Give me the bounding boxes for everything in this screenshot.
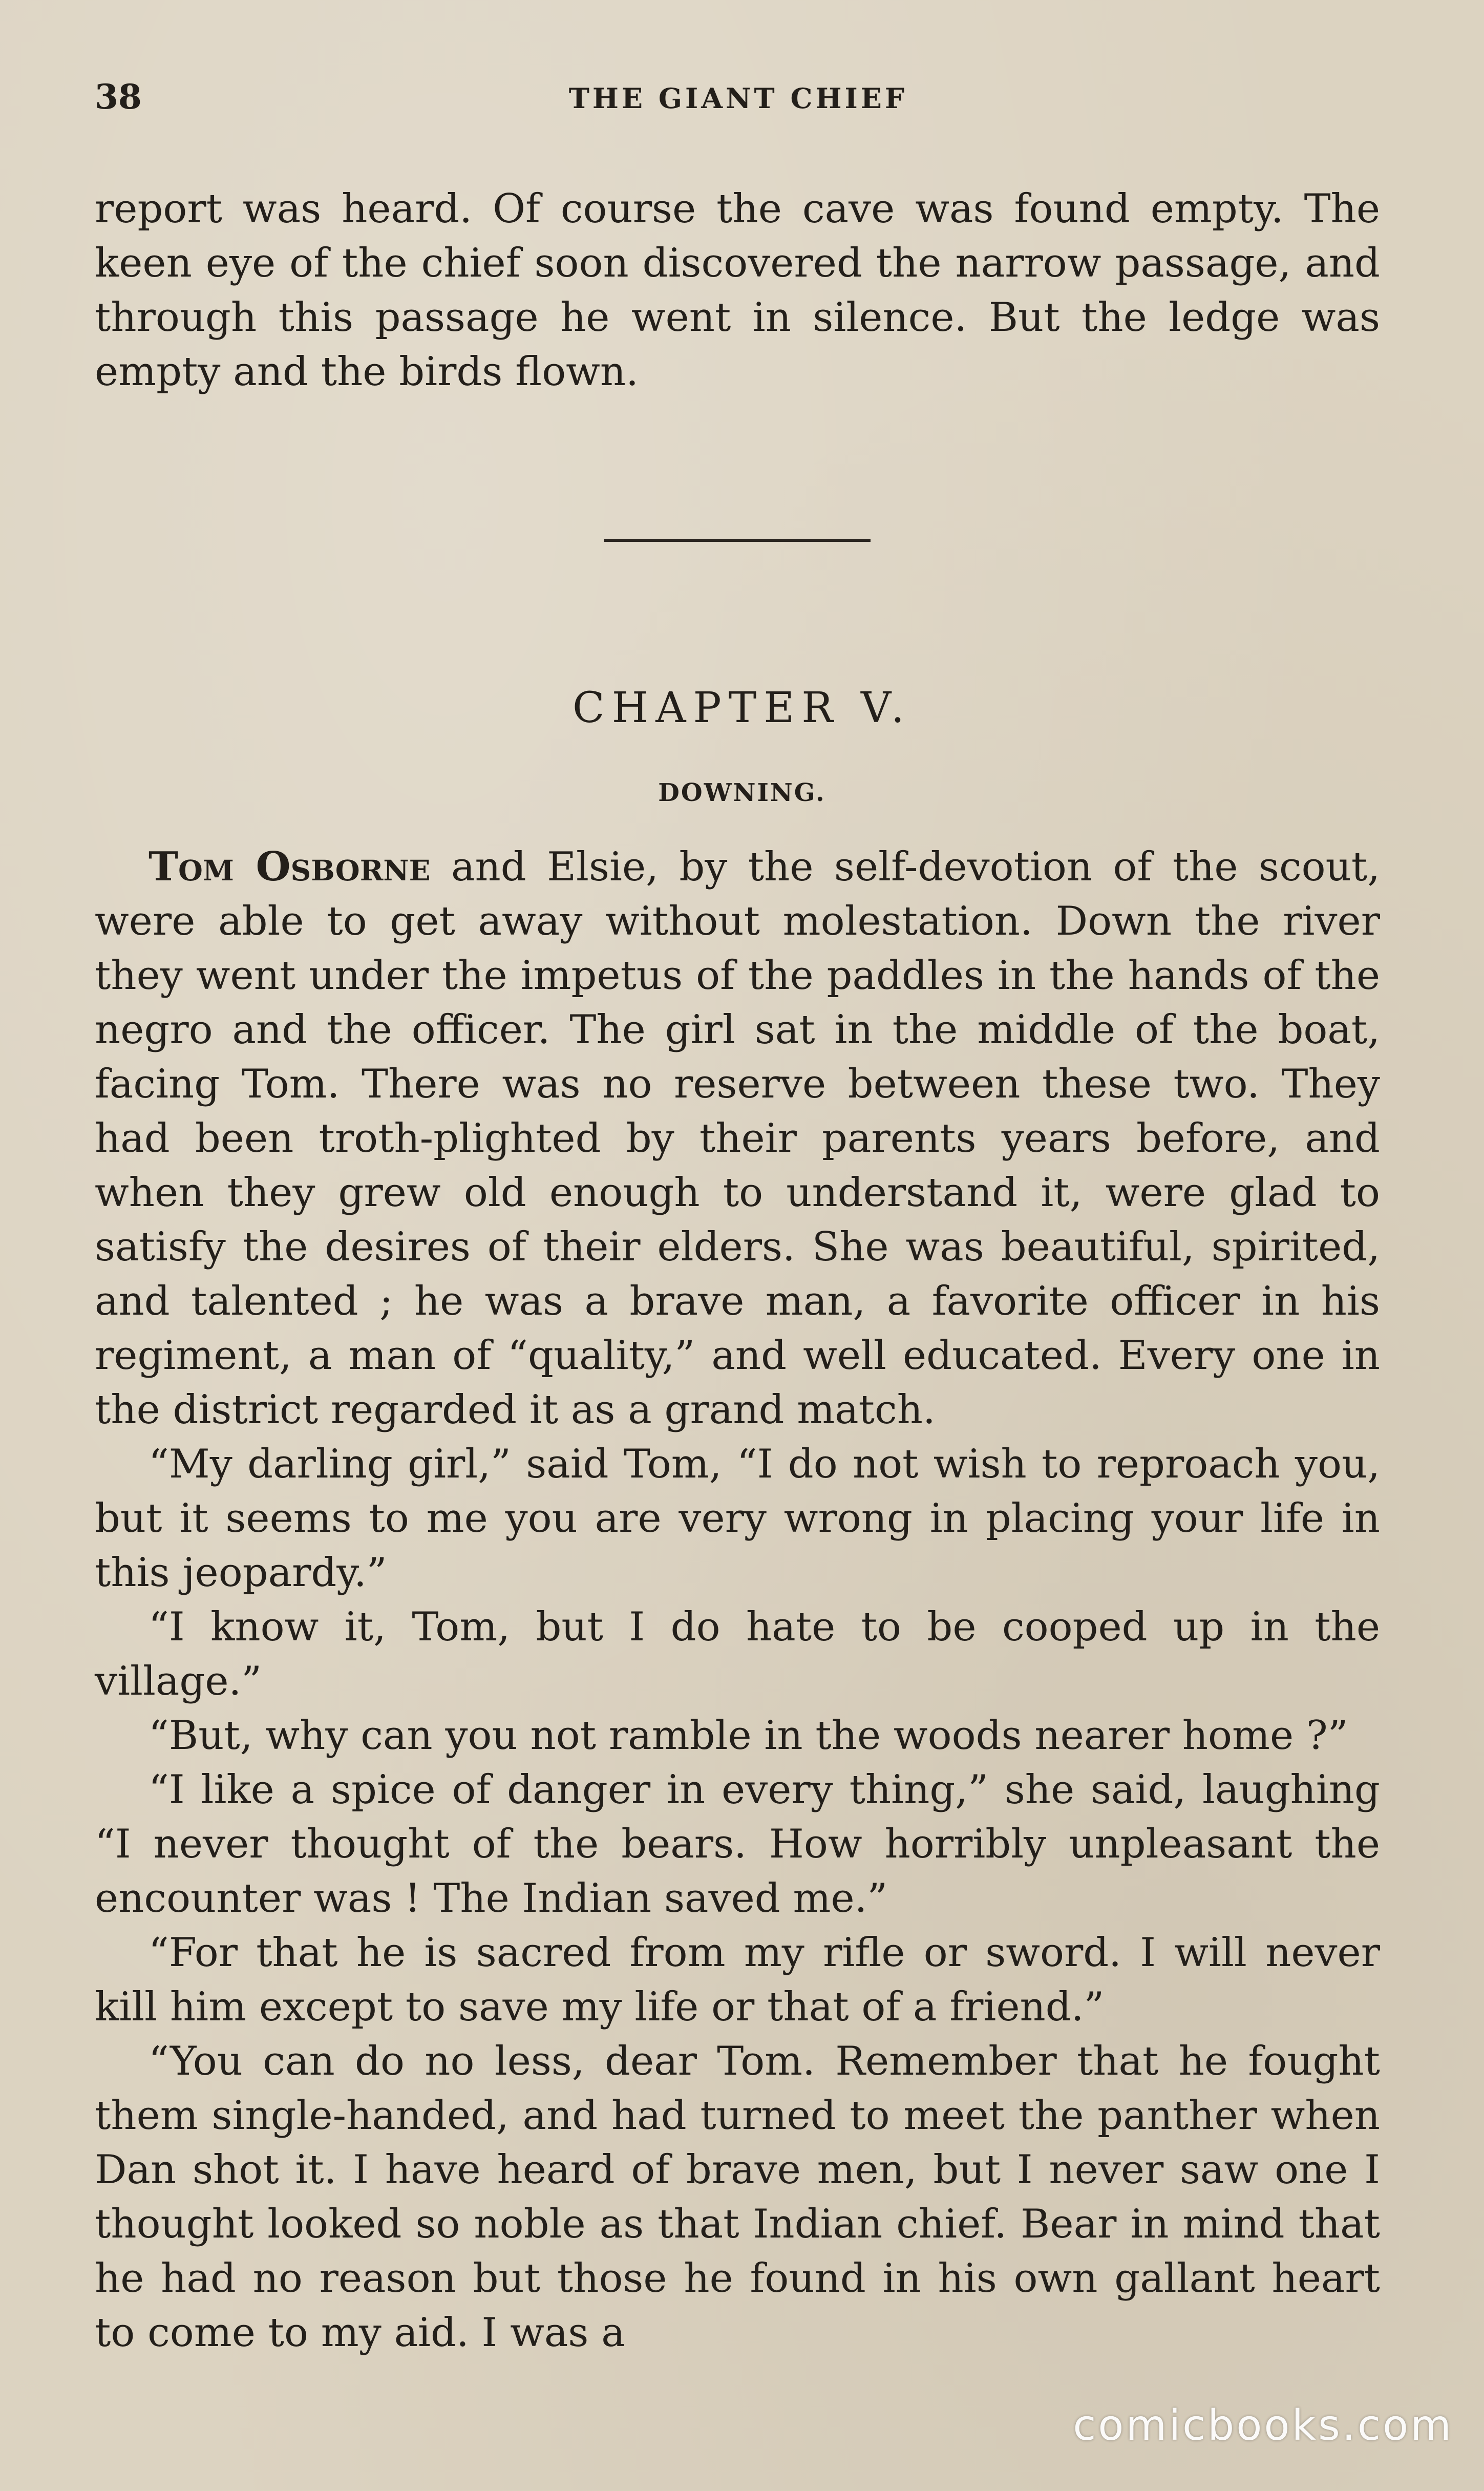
paragraph: “You can do no less, dear Tom. Remember that he fought them single-handed, and had turned to meet the panther when Dan shot it. I have heard of brave men, but I never saw one I thought looked so noble as that Indian chief. Bear in mind that he had no reason but those he found in his own gallant heart to come to my aid. I was a bbox=[95, 2038, 1380, 2356]
paragraph-text: and Elsie, by the self-devotion of the scout, were able to get away without molestation. Down the river they went under the impetus of the paddles in the hands of the negro and the officer. The girl sat in the middle of the boat, facing Tom. There was no reserve between these two. They had been troth-plighted by their parents years before, and when they grew old enough to understand it, were glad to satisfy the desires of their elders. She was beautiful, spirited, and talented ; he was a brave man, a favorite officer in his regiment, a man of “quality,” and well educated. Every one in the district regarded it as a grand match. bbox=[95, 844, 1380, 1433]
paragraph-lead: Tom Osborne bbox=[149, 843, 431, 890]
paragraph: “But, why can you not ramble in the woods nearer home ?” bbox=[149, 1713, 1348, 1759]
chapter-body bbox=[95, 840, 1380, 2360]
paragraph: “My darling girl,” said Tom, “I do not wish to reproach you, but it seems to me you are very wrong in placing your life in this jeopardy.” bbox=[95, 1441, 1380, 1596]
paragraph: “I know it, Tom, but I do hate to be cooped up in the village.” bbox=[95, 1604, 1380, 1704]
opening-text-block bbox=[95, 182, 1380, 399]
running-head: THE GIANT CHIEF bbox=[568, 82, 908, 115]
watermark: comicbooks.com bbox=[1073, 2401, 1453, 2450]
chapter-title: CHAPTER V. bbox=[573, 684, 911, 732]
section-divider bbox=[604, 539, 871, 542]
paragraph: “I like a spice of danger in every thing,” she said, laughing “I never thought of the bears. How horribly unpleasant the encounter was ! The Indian saved me.” bbox=[95, 1767, 1380, 1922]
paragraph: “For that he is sacred from my rifle or sword. I will never kill him except to save my life or that of a friend.” bbox=[95, 1930, 1380, 2030]
opening-paragraph: report was heard. Of course the cave was found empty. The keen eye of the chief soon discovered the narrow passage, and through this passage he went in silence. But the ledge was empty and the birds flown. bbox=[95, 186, 1380, 395]
paragraph bbox=[95, 840, 1380, 1437]
page-number: 38 bbox=[95, 77, 142, 117]
chapter-subtitle: DOWNING. bbox=[658, 778, 826, 807]
page-header bbox=[95, 77, 1382, 118]
